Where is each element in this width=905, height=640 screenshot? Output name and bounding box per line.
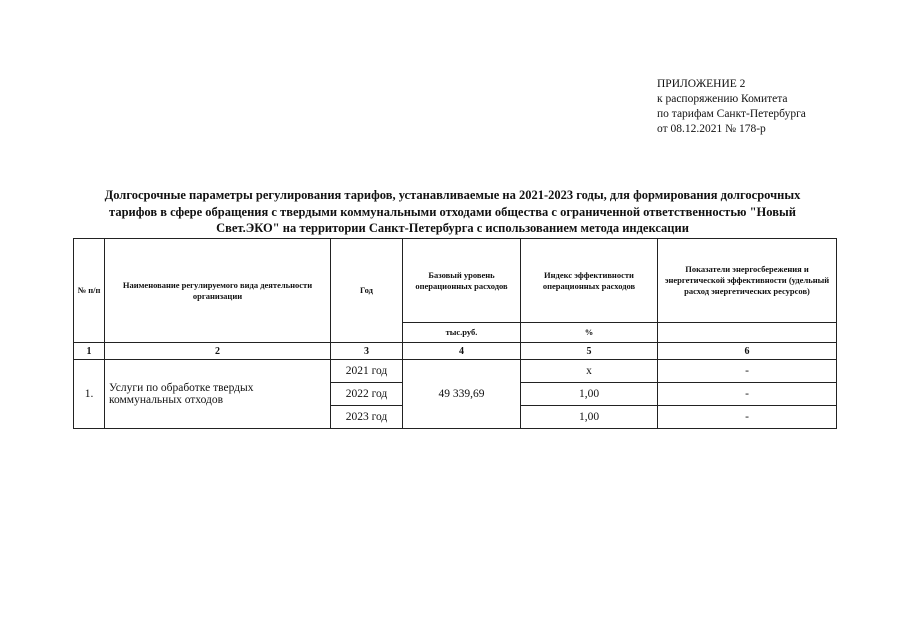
col-number: 1 [74,343,105,360]
header-year: Год [331,239,403,343]
tariff-parameters-table [73,238,837,429]
document-title: Долгосрочные параметры регулирования тарифов, устанавливаемые на 2021-2023 годы, для формирования долгосрочных тарифов в сфере обращения с твердыми коммунальными отходами общества с ограниченной ответственностью "Новый Свет.ЭКО" на территории Санкт-Петербурга с использованием метода индексации [104,188,801,235]
column-numbers-row [74,343,837,360]
row-base-value: 49 339,69 [403,360,521,429]
appendix-line: от 08.12.2021 № 178-р [657,123,766,135]
row-energy: - [658,360,837,383]
unit-index: % [521,323,658,343]
col-number: 5 [521,343,658,360]
row-energy: - [658,383,837,406]
row-year: 2021 год [331,360,403,383]
appendix-line: ПРИЛОЖЕНИЕ 2 [657,78,746,90]
row-service-name: Услуги по обработке твердых коммунальных отходов [105,360,331,429]
col-number: 2 [105,343,331,360]
col-number: 6 [658,343,837,360]
row-year: 2023 год [331,406,403,429]
unit-energy [658,323,837,343]
header-num: № п/п [74,239,105,343]
table-row [74,360,837,383]
header-name: Наименование регулируемого вида деятельности организации [105,239,331,343]
row-year: 2022 год [331,383,403,406]
header-energy: Показатели энергосбережения и энергетической эффективности (удельный расход энергетических ресурсов) [658,239,837,323]
row-index: 1,00 [521,383,658,406]
unit-base: тыс.руб. [403,323,521,343]
row-energy: - [658,406,837,429]
row-num: 1. [74,360,105,429]
appendix-block [657,77,806,137]
appendix-line: по тарифам Санкт-Петербурга [657,108,806,120]
row-index: 1,00 [521,406,658,429]
col-number: 3 [331,343,403,360]
header-base: Базовый уровень операционных расходов [403,239,521,323]
col-number: 4 [403,343,521,360]
row-index: х [521,360,658,383]
header-index: Индекс эффективности операционных расходов [521,239,658,323]
header-row [74,239,837,323]
appendix-line: к распоряжению Комитета [657,93,788,105]
